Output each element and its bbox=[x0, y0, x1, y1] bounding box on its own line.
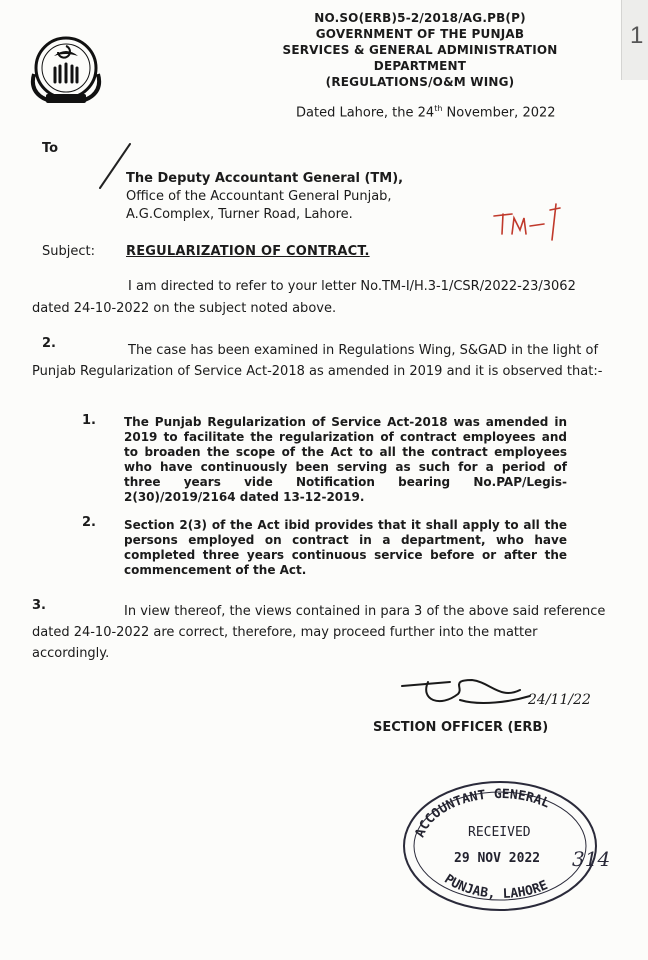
address-line-2: Office of the Accountant General Punjab, bbox=[126, 189, 392, 204]
letter-date: Dated Lahore, the 24th November, 2022 bbox=[296, 104, 556, 121]
handwritten-signature bbox=[380, 660, 642, 750]
sub-point-1: The Punjab Regularization of Service Act-2018 was amended in 2019 to facilitate the regularization of contract employees and to broaden the scope of the Act to all the contract employees who have continuously been serving as such for a period of three years vide Notification bearing No.PAP/Legis-2(30)/2019/2164 dated 13-12-2019. bbox=[124, 415, 567, 504]
page-number: 1 bbox=[630, 22, 644, 49]
subject-text: REGULARIZATION OF CONTRACT. bbox=[126, 244, 370, 259]
stamp-date: 29 NOV 2022 bbox=[454, 851, 541, 866]
paragraph-2-number: 2. bbox=[42, 336, 56, 351]
handwritten-tm-note bbox=[490, 200, 570, 244]
received-stamp bbox=[396, 772, 616, 918]
paragraph-1: I am directed to refer to your letter No.TM-I/H.3-1/CSR/2022-23/3062 dated 24-10-2022 on the subject noted above. bbox=[32, 279, 576, 316]
punjab-government-emblem-icon bbox=[28, 34, 104, 108]
paragraph-2: The case has been examined in Regulations Wing, S&GAD in the light of Punjab Regularization of Service Act-2018 as amended in 2019 and it is observed that:- bbox=[32, 343, 603, 379]
recipient-address bbox=[126, 170, 403, 224]
letter-header bbox=[250, 10, 590, 90]
stamp-top-text: ACCOUNTANT GENERAL bbox=[412, 786, 552, 840]
government-name: GOVERNMENT OF THE PUNJAB bbox=[315, 27, 525, 41]
subject-label: Subject: bbox=[42, 244, 95, 259]
reference-number: NO.SO(ERB)5-2/2018/AG.PB(P) bbox=[314, 11, 526, 25]
department-line-1: SERVICES & GENERAL ADMINISTRATION bbox=[282, 43, 558, 57]
sub-point-1-number: 1. bbox=[82, 413, 96, 428]
next-page-edge bbox=[621, 0, 648, 80]
address-line-3: A.G.Complex, Turner Road, Lahore. bbox=[126, 207, 353, 222]
address-line-1: The Deputy Accountant General (TM), bbox=[126, 171, 404, 186]
signatory-title: SECTION OFFICER (ERB) bbox=[373, 720, 549, 735]
stamp-bottom-text: PUNJAB, LAHORE bbox=[441, 871, 551, 902]
department-line-2: DEPARTMENT bbox=[373, 59, 467, 73]
wing-name: (REGULATIONS/O&M WING) bbox=[325, 75, 515, 89]
paragraph-3-number: 3. bbox=[32, 598, 46, 613]
paragraph-3: In view thereof, the views contained in para 3 of the above said reference dated 24-10-2022 are correct, therefore, may proceed further into the matter accordingly. bbox=[32, 604, 606, 661]
to-label: To bbox=[42, 141, 59, 156]
sub-point-2-number: 2. bbox=[82, 515, 96, 530]
stamp-handwritten-number: 314 bbox=[572, 847, 611, 871]
sub-point-2: Section 2(3) of the Act ibid provides that it shall apply to all the persons employed on contract in a department, who have completed three years continuous service before or after the commencement of the Act. bbox=[124, 518, 567, 577]
signature-date: 24/11/22 bbox=[528, 692, 591, 708]
stamp-received: RECEIVED bbox=[468, 825, 531, 840]
